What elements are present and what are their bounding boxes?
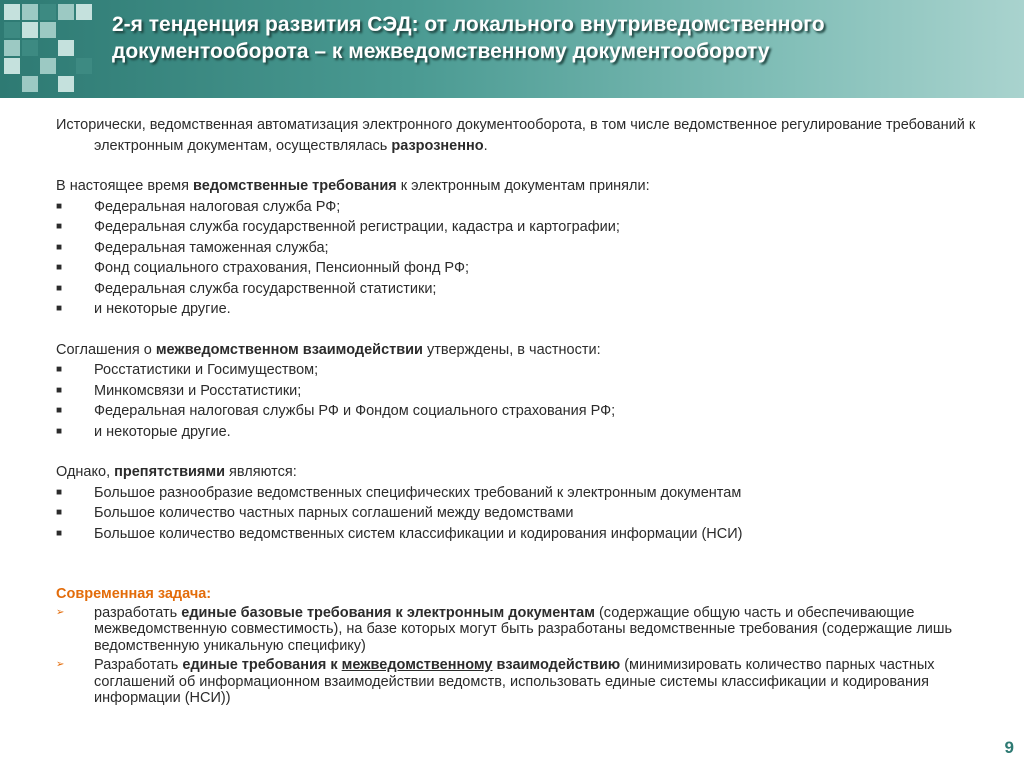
title-line-1: 2-я тенденция развития СЭД: от локального внутриведомственного (112, 13, 825, 36)
section2-lead-end: утверждены, в частности: (422, 341, 601, 358)
mosaic-square (22, 22, 38, 38)
list-item (56, 258, 976, 279)
list-item (56, 197, 976, 218)
section1-lead-emphasis: ведомственные требования (193, 178, 397, 194)
list-item-text: Федеральная служба государственной регистрации, кадастра и картографии; (94, 219, 620, 235)
list-item (56, 217, 976, 238)
list-item-text: Росстатистики и Госимуществом; (94, 362, 319, 378)
list-item-text: Большое количество частных парных соглашений между ведомствами (94, 505, 574, 521)
arrow-bullet-icon: ➢ (56, 606, 65, 618)
mosaic-square (40, 4, 56, 20)
square-bullet-icon: ■ (56, 241, 63, 253)
square-bullet-icon: ■ (56, 405, 63, 416)
list-item-text: Федеральная налоговая службы РФ и Фондом социального страхования РФ; (94, 403, 616, 419)
section3-lead-end: являются: (225, 464, 297, 480)
square-bullet-icon: ■ (56, 282, 63, 294)
square-bullet-icon: ■ (56, 486, 63, 498)
list-item-text: и некоторые другие. (94, 301, 231, 317)
task-item-emphasis: единые требования к (182, 657, 342, 673)
list-item-text: Большое разнообразие ведомственных специфических требований к электронным документам (94, 484, 742, 501)
list-item (56, 279, 976, 300)
list-item (56, 422, 976, 443)
mosaic-square (22, 76, 38, 92)
task-item-emphasis: взаимодействию (492, 657, 621, 673)
list-item-text: Фонд социального страхования, Пенсионный фонд РФ; (94, 260, 469, 276)
decorative-mosaic (0, 0, 120, 98)
list-item-text: и некоторые другие. (94, 423, 231, 440)
list-item (56, 299, 976, 320)
title-line-2: документооборота – к межведомственному документообороту (112, 40, 770, 63)
square-bullet-icon: ■ (56, 507, 63, 518)
task-item (56, 657, 976, 707)
task-item-text: разработать (94, 604, 182, 621)
spacer (56, 544, 976, 584)
square-bullet-icon: ■ (56, 384, 63, 396)
task-item-text: Разработать (94, 657, 183, 673)
list-item-text: Федеральная служба государственной статистики; (94, 280, 437, 297)
square-bullet-icon: ■ (56, 527, 63, 539)
mosaic-square (40, 58, 56, 74)
mosaic-square (40, 22, 56, 38)
square-bullet-icon: ■ (56, 364, 63, 375)
task-item-underlined: межведомственному (341, 657, 493, 673)
square-bullet-icon: ■ (56, 262, 63, 273)
intro-emphasis: разрозненно (391, 137, 484, 154)
spacer (56, 156, 976, 176)
list-item-text: Большое количество ведомственных систем классификации и кодирования информации (НСИ) (94, 525, 743, 542)
list-item (56, 238, 976, 259)
section3-lead-text: Однако, (56, 464, 115, 480)
list-item (56, 524, 976, 545)
section2-lead-emphasis: межведомственном взаимодействии (155, 341, 423, 358)
task-item-text: (содержащие общую часть и обеспечивающие межведомственную совместимость), на базе которых могут быть разработаны ведомственные требования (содержащие лишь ведомственную уникальную специфику) (94, 604, 953, 654)
mosaic-square (76, 58, 92, 74)
arrow-bullet-icon: ➢ (56, 659, 65, 670)
task-heading: Современная задача: (56, 586, 212, 602)
mosaic-square (58, 76, 74, 92)
mosaic-square (4, 22, 20, 38)
task-item-text: (минимизировать количество парных частных соглашений об информационном взаимодействии ведомств, использовать единые системы классификации и кодирования информации (НСИ)) (94, 657, 935, 706)
square-bullet-icon: ■ (56, 200, 63, 212)
mosaic-square (76, 4, 92, 20)
mosaic-square (58, 40, 74, 56)
intro-paragraph (56, 115, 976, 156)
slide-header (0, 0, 1024, 98)
section1-lead (56, 176, 976, 197)
list-item-text: Федеральная налоговая служба РФ; (94, 198, 341, 215)
section2-lead (56, 340, 976, 361)
mosaic-square (22, 40, 38, 56)
square-bullet-icon: ■ (56, 425, 63, 437)
square-bullet-icon: ■ (56, 221, 63, 232)
page-number: 9 (1004, 738, 1014, 757)
list-item (56, 401, 976, 422)
intro-end: . (483, 137, 488, 154)
mosaic-square (58, 4, 74, 20)
list-item (56, 381, 976, 402)
spacer (56, 442, 976, 462)
intro-text: Исторически, ведомственная автоматизация электронного документооборота, в том числе ведомственное регулирование требований к электронным документам, осуществлялась (56, 117, 976, 154)
mosaic-square (4, 58, 20, 74)
list-item-text: Федеральная таможенная служба; (94, 239, 329, 256)
slide-body (56, 115, 976, 710)
section1-lead-end: к электронным документам приняли: (396, 178, 650, 194)
list-item (56, 483, 976, 504)
mosaic-square (4, 4, 20, 20)
task-item (56, 605, 976, 655)
section2-lead-text: Соглашения о (56, 341, 156, 358)
section3-lead (56, 462, 976, 483)
square-bullet-icon: ■ (56, 303, 63, 314)
list-item-text: Минкомсвязи и Росстатистики; (94, 382, 302, 399)
task-item-emphasis: единые базовые требования к электронным документам (181, 604, 595, 621)
list-item (56, 503, 976, 524)
spacer (56, 320, 976, 340)
list-item (56, 360, 976, 381)
section1-lead-text: В настоящее время (56, 178, 194, 194)
section3-lead-emphasis: препятствиями (114, 464, 226, 480)
slide-title (112, 11, 1012, 65)
mosaic-square (4, 40, 20, 56)
mosaic-square (22, 4, 38, 20)
